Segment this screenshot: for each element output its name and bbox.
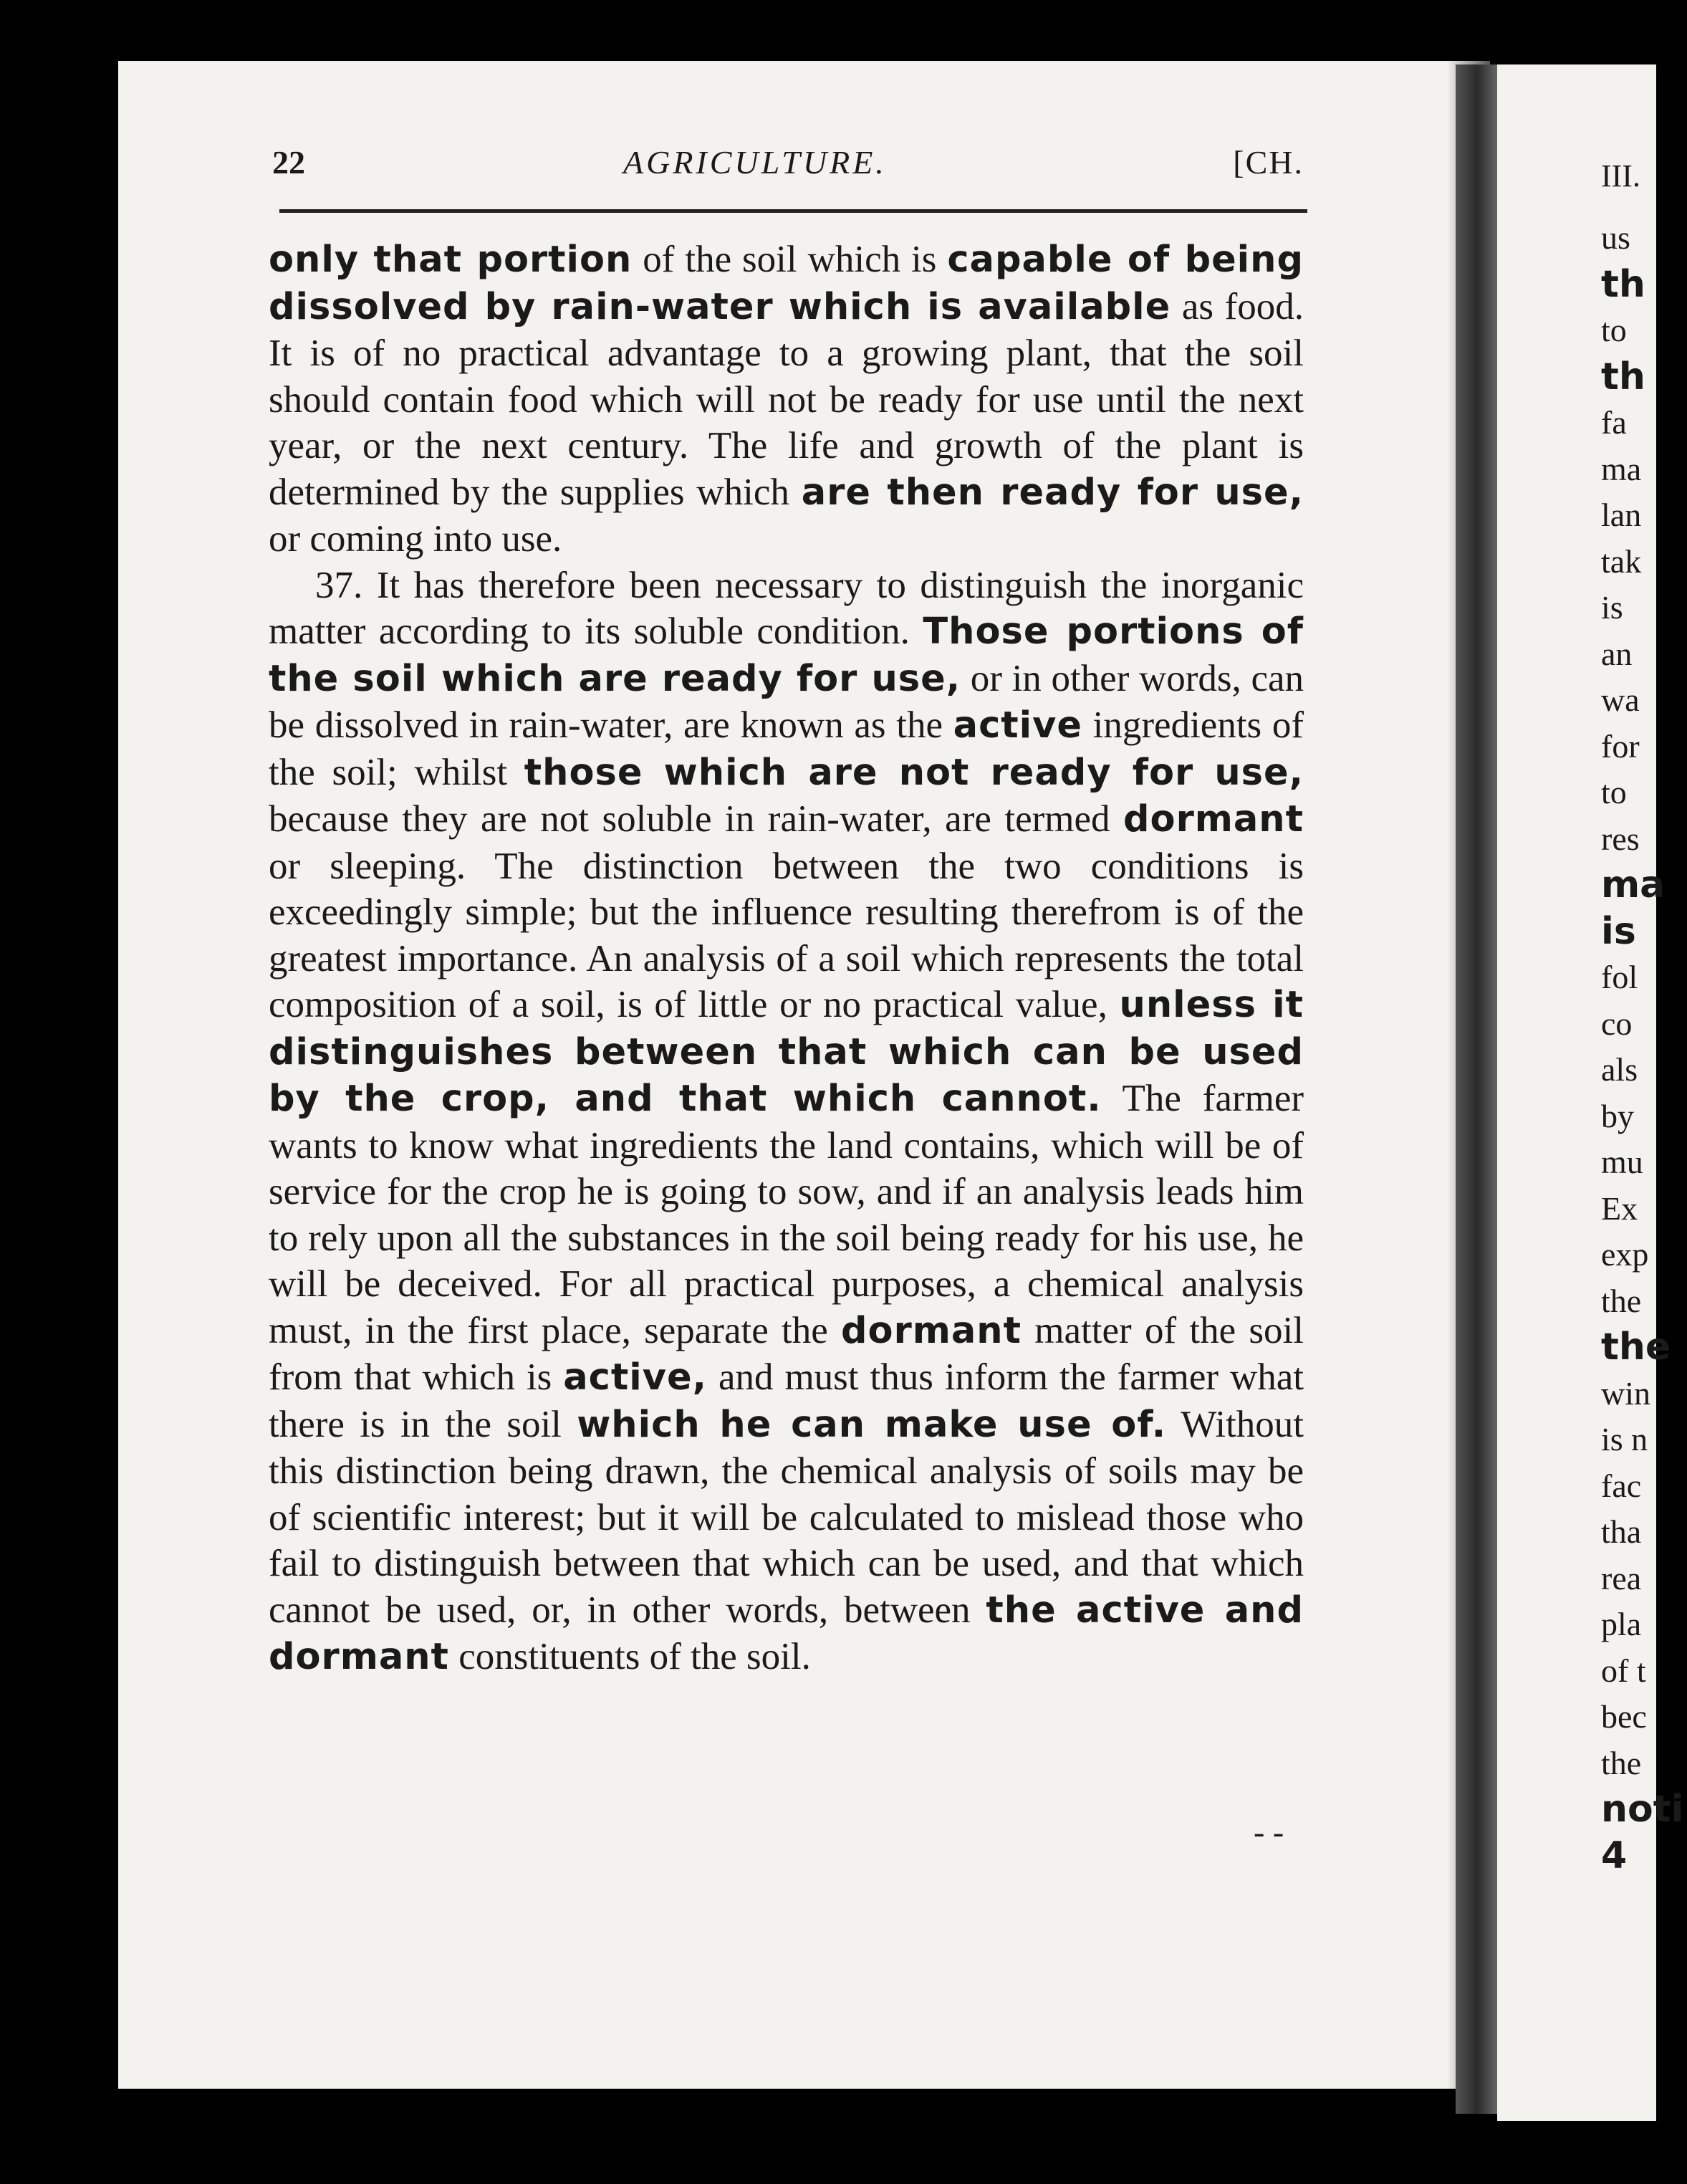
facing-line-fragment: the	[1601, 1282, 1642, 1319]
text-run: or in other words, can be dissolved in rain-water, are known as the	[269, 657, 1304, 746]
running-title: AGRICULTURE.	[623, 144, 887, 181]
emphasized-text: active	[953, 704, 1082, 747]
facing-line-fragment: an	[1601, 635, 1633, 672]
facing-line-fragment: ma	[1601, 450, 1642, 487]
text-run: as food. It is of no practical advantage to a growing plant, that the soil should contain food which will not be ready for use until the next year, or the next century. The life and growth of the plant is determined by the supplies which	[269, 285, 1304, 513]
facing-line-fragment: als	[1601, 1051, 1638, 1088]
text-run: constituents of the soil.	[448, 1636, 811, 1677]
scan-border-top	[0, 0, 1656, 61]
text-run: because they are not soluble in rain-water, are termed	[269, 798, 1124, 840]
facing-line-fragment: tak	[1601, 542, 1642, 580]
facing-line-fragment: res	[1601, 820, 1640, 857]
facing-line-fragment: th	[1601, 355, 1645, 398]
emphasized-text: the active and dormant	[269, 1589, 1304, 1678]
facing-line-fragment: is	[1601, 589, 1623, 626]
facing-line-fragment: exp	[1601, 1236, 1649, 1273]
emphasized-text: dormant	[841, 1309, 1022, 1352]
facing-line-fragment: ma	[1601, 863, 1666, 906]
facing-line-fragment: win	[1601, 1374, 1650, 1412]
facing-line-fragment: pla	[1601, 1606, 1642, 1642]
facing-line-fragment: to	[1601, 312, 1627, 348]
book-spine	[1456, 64, 1499, 2114]
facing-line-fragment: us	[1601, 219, 1630, 256]
facing-line-fragment: fol	[1601, 959, 1638, 995]
text-run: and must thus inform the farmer what there is in the soil	[269, 1356, 1304, 1445]
emphasized-text: unless it distinguishes between that which can be used by the crop, and that which cannot.	[269, 984, 1304, 1120]
facing-line-fragment: 4	[1601, 1834, 1628, 1877]
text-run: or sleeping. The distinction between the two conditions is exceedingly simple; but the influence resulting therefrom is of the greatest importance. An analysis of a soil which represents the total composition of a soil, is of little or no practical value,	[269, 845, 1304, 1025]
facing-line-fragment: of t	[1601, 1652, 1646, 1689]
emphasized-text: Those portions of the soil which are ready for use,	[269, 610, 1304, 700]
emphasized-text: active,	[563, 1356, 707, 1399]
facing-line-fragment: fac	[1601, 1467, 1642, 1504]
end-mark: - -	[1254, 1814, 1284, 1850]
emphasized-text: dormant	[1123, 798, 1304, 840]
facing-line-fragment: the	[1601, 1326, 1671, 1369]
emphasized-text: those which are not ready for use,	[524, 751, 1304, 794]
facing-line-fragment: for	[1601, 727, 1640, 765]
header-rule	[279, 209, 1307, 213]
paragraph-1	[269, 236, 1304, 562]
facing-line-fragment: the	[1601, 1744, 1642, 1781]
facing-line-fragment: is	[1601, 909, 1636, 953]
facing-page-header: III.	[1601, 158, 1640, 193]
facing-line-fragment: mu	[1601, 1144, 1643, 1180]
facing-line-fragment: co	[1601, 1005, 1633, 1042]
scan-border-bottom	[0, 2121, 1656, 2184]
facing-line-fragment: fa	[1601, 404, 1627, 441]
text-run: 37. It has therefore been necessary to distinguish the inorganic matter according to its soluble condition.	[269, 564, 1304, 652]
facing-line-fragment: by	[1601, 1097, 1634, 1134]
facing-line-fragment: noti	[1601, 1788, 1684, 1831]
emphasized-text: are then ready for use,	[801, 471, 1304, 514]
facing-page-fragment	[1497, 64, 1684, 2121]
facing-line-fragment: to	[1601, 774, 1627, 810]
emphasized-text: only that portion	[269, 239, 633, 281]
text-run: The farmer wants to know what ingredients the land contains, which will be of service for the crop he is going to sow, and if an analysis leads him to rely upon all the substances in the soil being ready for his use, he will be deceived. For all practical purposes, a chemical analysis must, in the first place, separate the	[269, 1078, 1304, 1351]
facing-line-fragment: tha	[1601, 1513, 1642, 1550]
page-number: 22	[272, 144, 305, 181]
facing-page-text	[1601, 215, 1687, 1879]
text-run: of the soil which is	[632, 239, 948, 280]
text-run: ingredients of the soil; whilst	[269, 704, 1304, 793]
facing-line-fragment: bec	[1601, 1698, 1647, 1735]
page-header	[272, 143, 1311, 193]
text-run: matter of the soil from that which is	[269, 1309, 1304, 1398]
facing-line-fragment: th	[1601, 262, 1645, 306]
facing-line-fragment: Ex	[1601, 1189, 1638, 1227]
facing-line-fragment: is n	[1601, 1421, 1648, 1457]
paragraph-2	[269, 562, 1304, 1681]
emphasized-text: which he can make use of.	[577, 1403, 1167, 1446]
text-run: Without this distinction being drawn, the chemical analysis of soils may be of scientific interest; but it will be calculated to mislead those who fail to distinguish between that which can be used, and that which cannot be used, or, in other words, between	[269, 1403, 1304, 1631]
text-run: or coming into use.	[269, 518, 562, 560]
facing-line-fragment: lan	[1601, 497, 1642, 533]
chapter-reference: [CH.	[1233, 144, 1304, 181]
facing-line-fragment: rea	[1601, 1559, 1642, 1596]
body-text	[269, 236, 1304, 1681]
emphasized-text: capable of being dissolved by rain-water which is available	[269, 239, 1304, 328]
facing-line-fragment: wa	[1601, 681, 1640, 718]
